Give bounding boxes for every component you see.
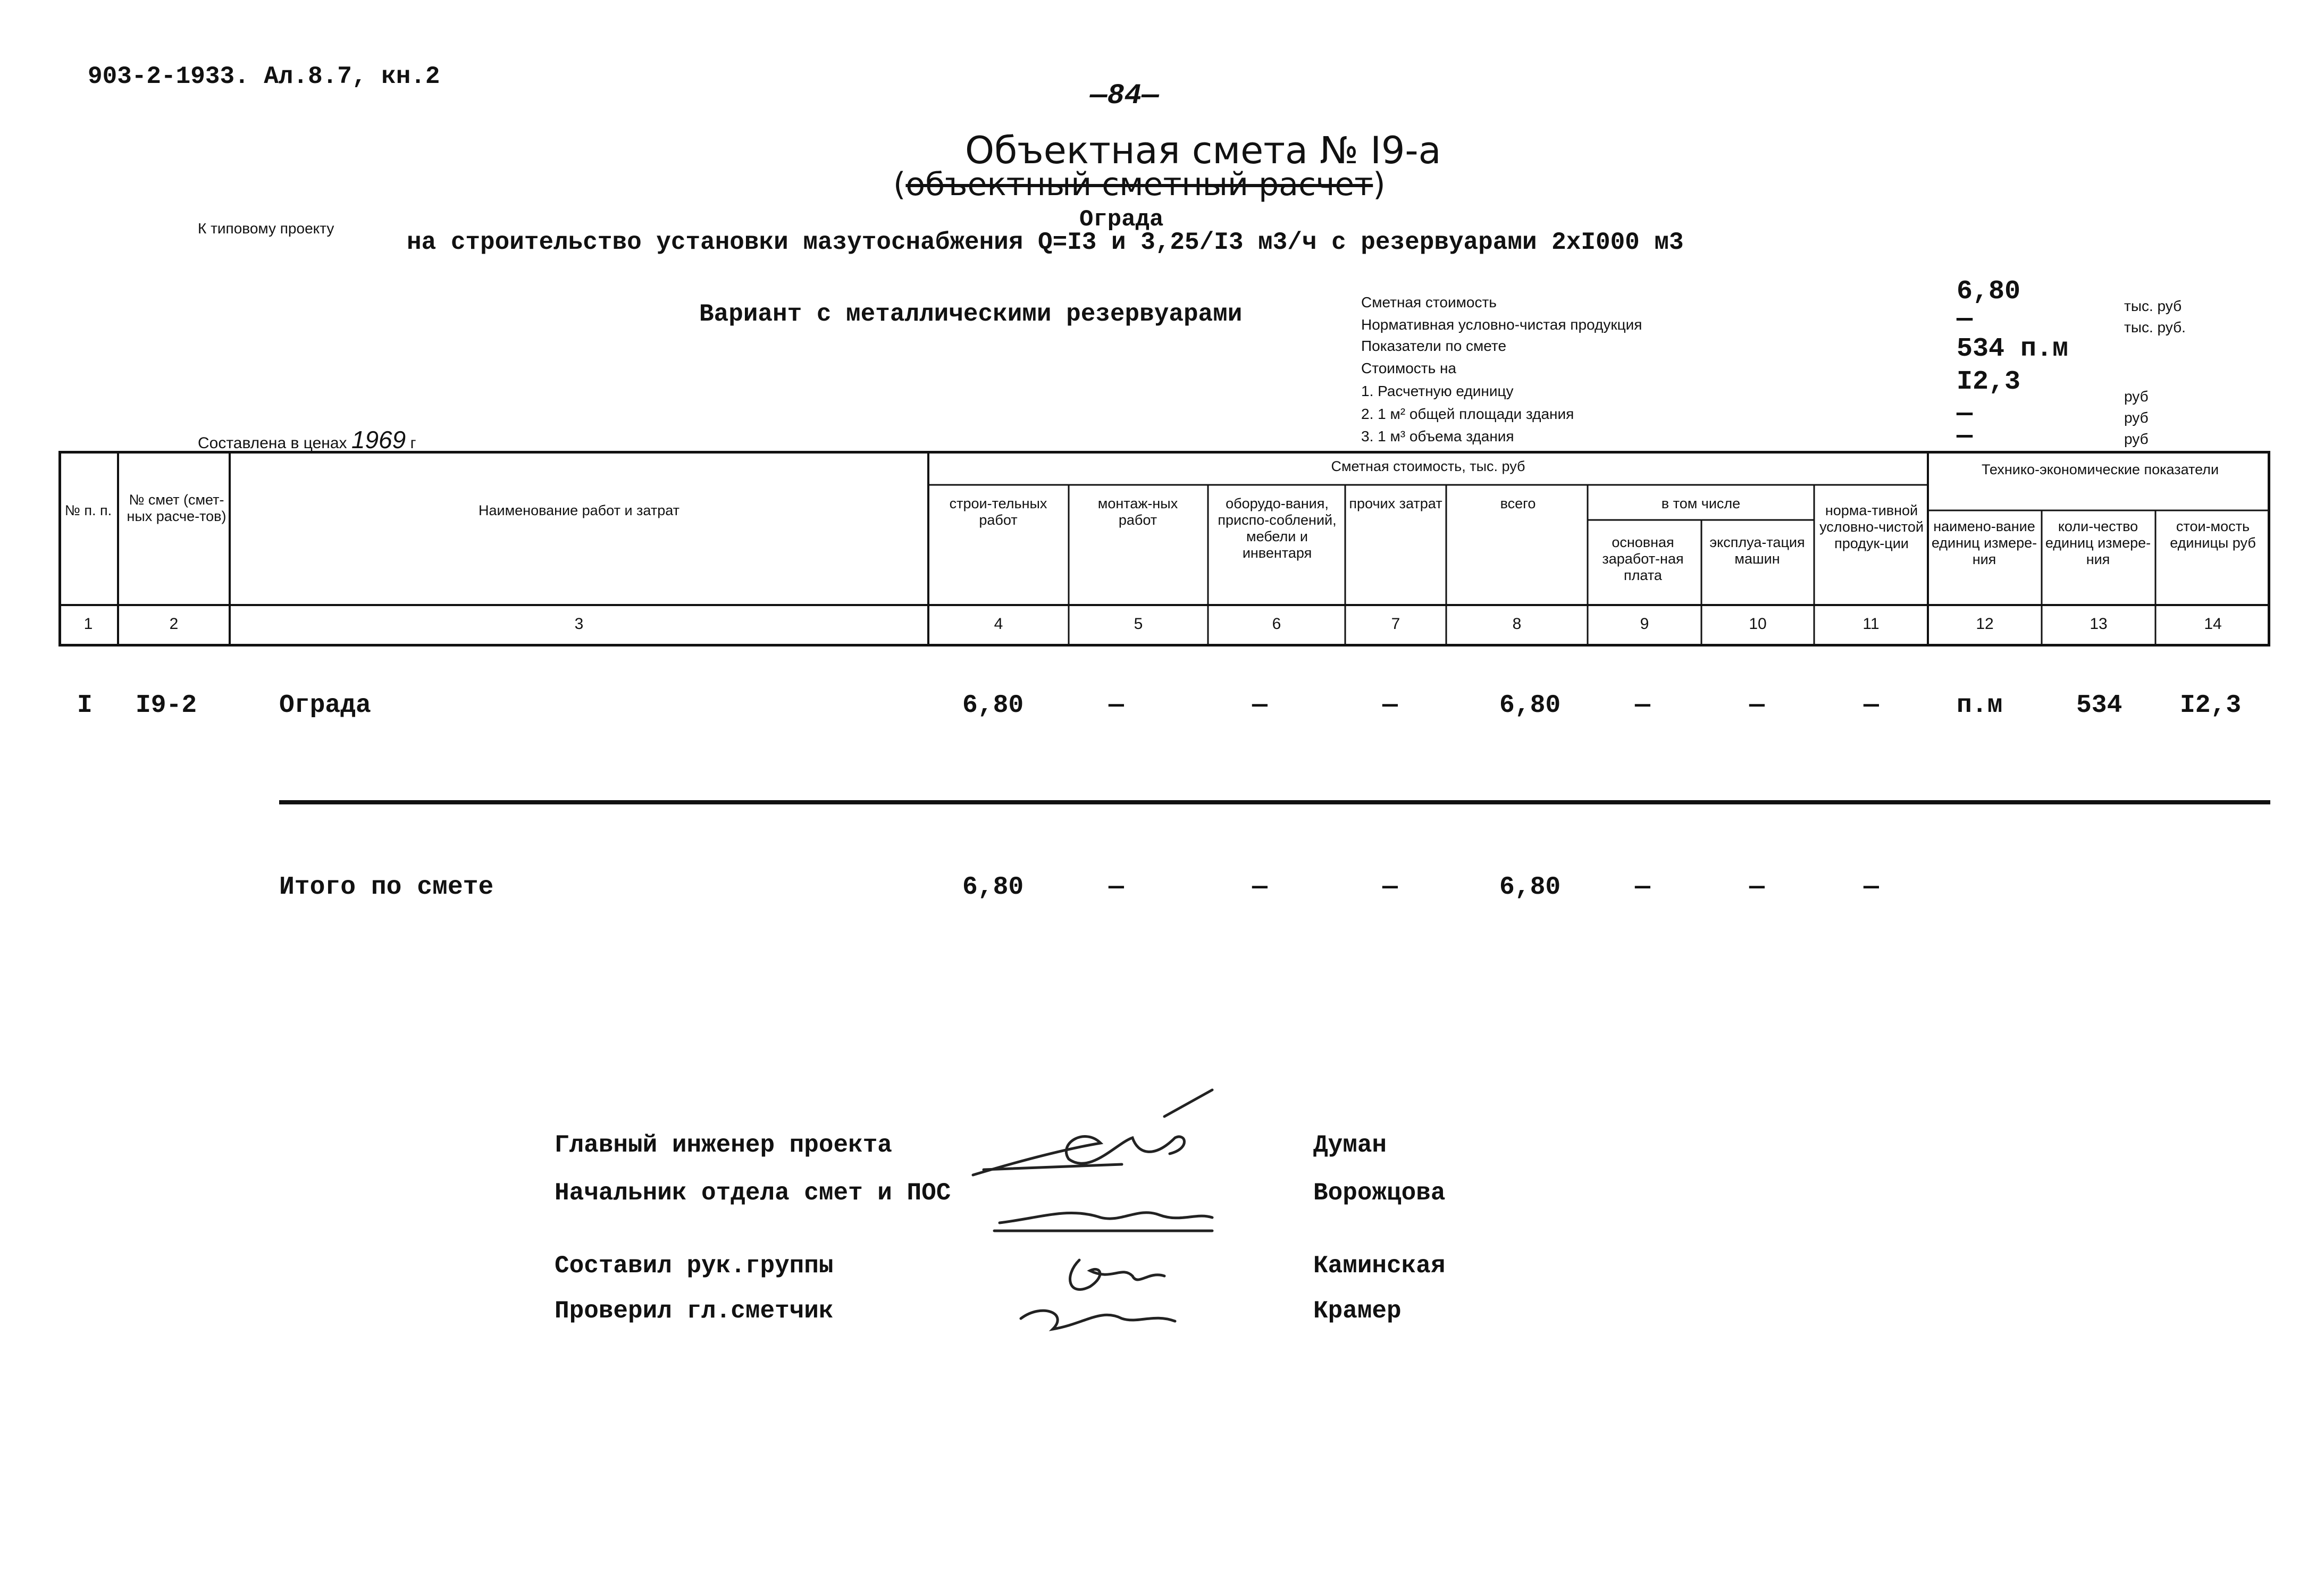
signature-name: Думан [1313,1131,1387,1159]
header-base-wages: основная заработ-ная плата [1602,534,1684,583]
header-estimate-no: № смет (смет-ных расче-тов) [127,492,226,524]
indicator-label: Сметная стоимость [1361,294,1497,310]
header-unit-name: наимено-вание единиц измере-ния [1931,518,2037,567]
column-number: 12 [1976,615,1994,633]
header-name: Наименование работ и затрат [478,502,679,518]
column-number: 14 [2204,615,2222,633]
page-subtitle [893,166,1386,203]
indicator-value: 534 п.м [1957,334,2069,364]
indicator-label: Нормативная условно-чистая продукция [1361,316,1642,333]
subtitle-prefix: ( [893,166,906,203]
subtitle-struck-text: объектный сметный расчет [905,166,1373,203]
column-number: 10 [1749,615,1767,633]
column-number: 11 [1862,615,1880,633]
row-unit-qty: 534 [2076,691,2122,720]
prices-year: 1969 [351,426,406,454]
indicator-label: Стоимость на [1361,360,1456,376]
total-row-label: Итого по смете [279,873,494,902]
header-cost-group: Сметная стоимость, тыс. руб [1331,458,1525,474]
separator-rule [279,800,2270,804]
header-no: № п. п. [64,502,112,518]
signature-role: Проверил гл.сметчик [555,1297,834,1325]
indicator-label: 2. 1 м² общей площади здания [1361,406,1574,422]
row-unit-cost: I2,3 [2180,691,2242,720]
total-construction-value: 6,80 [962,873,1024,902]
column-number: 1 [83,615,93,633]
indicator-unit: руб [2124,388,2149,405]
total-machines-value: — [1749,873,1765,902]
prices-label: Составлена в ценах [198,434,347,452]
row-other-value: — [1382,691,1398,720]
column-number: 7 [1391,615,1400,633]
indicator-value: — [1957,304,1973,334]
indicator-label: 3. 1 м³ объема здания [1361,428,1514,444]
page-title: Объектная смета № I9-а [965,129,1441,172]
header-installation-works: монтаж-ных работ [1097,496,1178,528]
handwritten-signatures [962,1085,1260,1350]
row-name: Ограда [279,691,371,720]
page-number: —84— [1090,80,1159,112]
object-name: Ограда [1079,206,1164,233]
construction-description: на строительство установки мазутоснабжения Q=I3 и 3,25/I3 м3/ч с резервуарами 2хI000 м3 [407,229,1684,256]
indicator-label: Показатели по смете [1361,338,1507,354]
header-normative: норма-тивной условно-чистой продук-ции [1819,502,1924,551]
total-equipment-value: — [1252,873,1268,902]
header-other-costs: прочих затрат [1349,496,1442,511]
signature-name: Ворожцова [1313,1179,1446,1207]
signature-mark-head-department [994,1213,1212,1231]
indicator-value: 6,80 [1957,276,2021,307]
signature-role: Начальник отдела смет и ПОС [555,1179,951,1207]
header-unit-cost: стои-мость единицы руб [2170,518,2256,551]
indicator-label: 1. Расчетную единицу [1361,383,1514,399]
indicator-unit: руб [2124,431,2149,447]
signature-mark-group-lead [1070,1260,1164,1289]
header-tech-group: Технико-экономические показатели [1981,461,2219,477]
indicator-value: — [1957,421,1973,451]
row-equipment-value: — [1252,691,1268,720]
row-total-value: 6,80 [1499,691,1561,720]
row-estimate-no: I9-2 [136,691,197,720]
variant-label: Вариант с металлическими резервуарами [699,300,1243,328]
total-wages-value: — [1635,873,1650,902]
column-number: 6 [1272,615,1281,633]
header-construction-works: строи-тельных работ [949,496,1047,528]
total-normative-value: — [1864,873,1879,902]
row-machines-value: — [1749,691,1765,720]
column-number: 2 [169,615,179,633]
signature-mark-checker [1021,1311,1175,1329]
column-number: 4 [994,615,1003,633]
subtitle-suffix: ) [1373,166,1386,203]
header-incl-group: в том числе [1661,496,1741,511]
indicator-unit: тыс. руб. [2124,319,2186,335]
prices-suffix: г [410,434,416,452]
column-number: 9 [1640,615,1649,633]
total-total-value: 6,80 [1499,873,1561,902]
document-code: 903-2-1933. Ал.8.7, кн.2 [88,63,440,90]
signature-name: Крамер [1313,1297,1402,1325]
prices-year-label [198,425,416,454]
column-number: 8 [1512,615,1522,633]
signature-name: Каминская [1313,1252,1446,1280]
total-installation-value: — [1109,873,1124,902]
indicator-unit: тыс. руб [2124,298,2182,314]
column-number: 13 [2090,615,2108,633]
indicator-value: — [1957,399,1973,429]
row-unit-name: п.м [1957,691,2003,720]
header-unit-qty: коли-чество единиц измере-ния [2045,518,2151,567]
column-number: 3 [574,615,584,633]
row-no: I [77,691,93,720]
row-normative-value: — [1864,691,1879,720]
signature-role: Главный инженер проекта [555,1131,892,1159]
column-number: 5 [1134,615,1143,633]
row-construction-value: 6,80 [962,691,1024,720]
total-other-value: — [1382,873,1398,902]
header-total: всего [1500,496,1536,511]
row-wages-value: — [1635,691,1650,720]
header-equipment: оборудо-вания, приспо-соблений, мебели и инвентаря [1218,496,1337,561]
header-machines: эксплуа-тация машин [1709,534,1805,567]
signature-mark-chief-engineer-stroke [1164,1090,1212,1116]
indicator-unit: руб [2124,409,2149,426]
to-project-label: К типовому проекту [198,220,334,237]
signature-role: Составил рук.группы [555,1252,834,1280]
row-installation-value: — [1109,691,1124,720]
indicator-value: I2,3 [1957,367,2021,397]
